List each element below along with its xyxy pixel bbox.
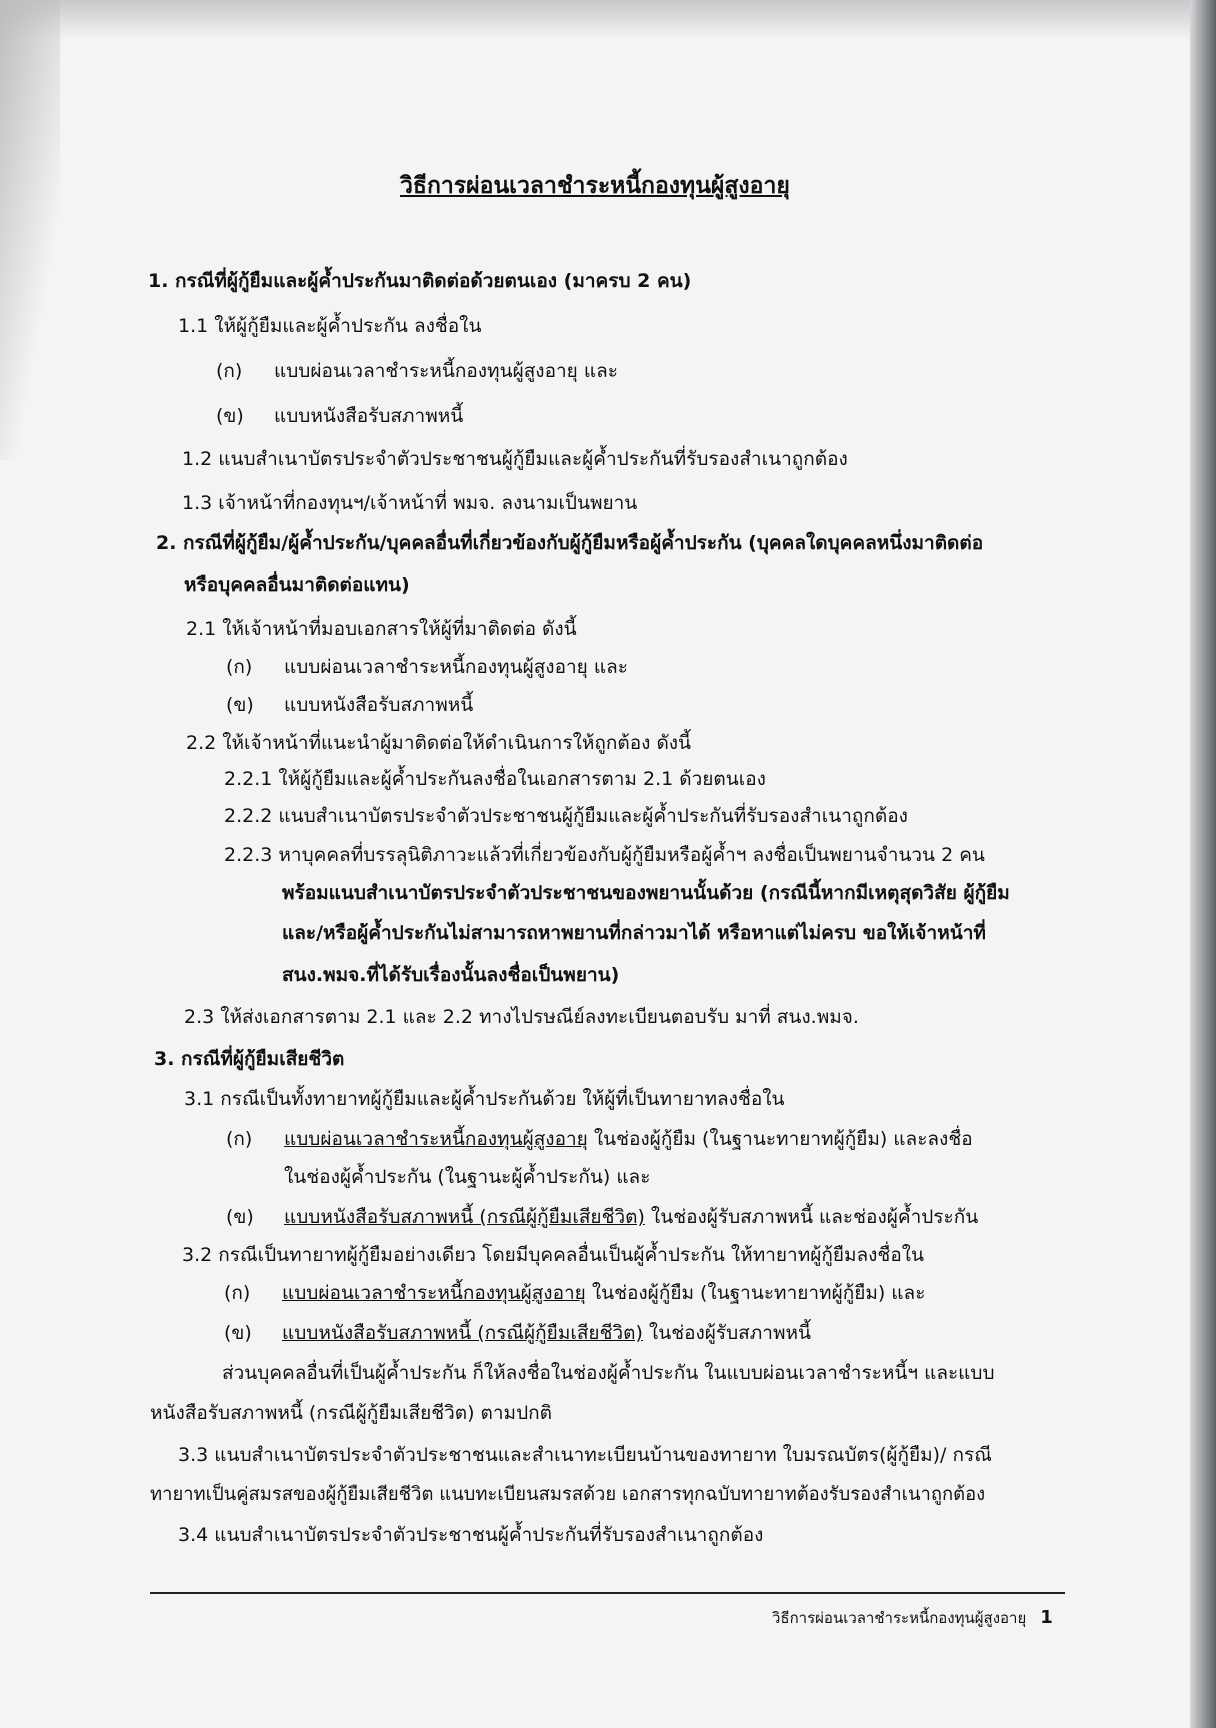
item-1-1: 1.1 ให้ผู้กู้ยืมและผู้ค้ำประกัน ลงชื่อใน (178, 315, 482, 337)
section-2-heading-cont: หรือบุคคลอื่นมาติดต่อแทน) (184, 574, 410, 596)
form-name-underlined: แบบผ่อนเวลาชำระหนี้กองทุนผู้สูงอายุ (284, 1128, 588, 1150)
page-footer (772, 1606, 1053, 1630)
item-marker: (ก) (226, 1128, 253, 1150)
item-marker: (ข) (226, 1206, 254, 1228)
item-3-4: 3.4 แนบสำเนาบัตรประจำตัวประชาชนผู้ค้ำประกันที่รับรองสำเนาถูกต้อง (178, 1524, 764, 1546)
item-3-3: 3.3 แนบสำเนาบัตรประจำตัวประชาชนและสำเนาทะเบียนบ้านของทายาท ใบมรณบัตร(ผู้กู้ยืม)/ กรณี (178, 1444, 992, 1466)
item-2-1-a (226, 654, 628, 680)
form-name-underlined: แบบผ่อนเวลาชำระหนี้กองทุนผู้สูงอายุ (282, 1282, 586, 1304)
item-2-2-3-cont-1: พร้อมแนบสำเนาบัตรประจำตัวประชาชนของพยานนั้นด้วย (กรณีนี้หากมีเหตุสุดวิสัย ผู้กู้ยืม (282, 882, 1010, 904)
item-text: ในช่องผู้รับสภาพหนี้ และช่องผู้ค้ำประกัน (644, 1206, 979, 1228)
paragraph-3-2-line-1: ส่วนบุคคลอื่นที่เป็นผู้ค้ำประกัน ก็ให้ลงชื่อในช่องผู้ค้ำประกัน ในแบบผ่อนเวลาชำระหนี้ฯ และแบบ (222, 1362, 995, 1384)
item-1-1-b (216, 403, 463, 429)
section-2-heading: 2. กรณีที่ผู้กู้ยืม/ผู้ค้ำประกัน/บุคคลอื่นที่เกี่ยวข้องกับผู้กู้ยืมหรือผู้ค้ำประกัน (บุคคลใดบุคคลหนึ่งมาติดต่อ (156, 532, 984, 554)
footer-title: วิธีการผ่อนเวลาชำระหนี้กองทุนผู้สูงอายุ (772, 1609, 1027, 1627)
item-3-1-a (226, 1126, 973, 1152)
paragraph-3-2-line-2: หนังสือรับสภาพหนี้ (กรณีผู้กู้ยืมเสียชีวิต) ตามปกติ (150, 1402, 552, 1424)
page-title: วิธีการผ่อนเวลาชำระหนี้กองทุนผู้สูงอายุ (400, 173, 790, 199)
item-marker: (ก) (226, 656, 253, 678)
footer-rule (150, 1592, 1065, 1594)
form-name-underlined: แบบหนังสือรับสภาพหนี้ (กรณีผู้กู้ยืมเสียชีวิต) (282, 1322, 643, 1344)
item-1-3: 1.3 เจ้าหน้าที่กองทุนฯ/เจ้าหน้าที่ พมจ. ลงนามเป็นพยาน (182, 492, 638, 514)
item-marker: (ก) (224, 1282, 251, 1304)
item-text: ในช่องผู้กู้ยืม (ในฐานะทายาทผู้กู้ยืม) และลงชื่อ (587, 1128, 973, 1150)
item-2-2-3-cont-2: และ/หรือผู้ค้ำประกันไม่สามารถหาพยานที่กล่าวมาได้ หรือหาแต่ไม่ครบ ขอให้เจ้าหน้าที่ (282, 922, 986, 944)
item-2-2: 2.2 ให้เจ้าหน้าที่แนะนำผู้มาติดต่อให้ดำเนินการให้ถูกต้อง ดังนี้ (186, 732, 692, 754)
item-text: แบบผ่อนเวลาชำระหนี้กองทุนผู้สูงอายุ และ (284, 656, 628, 678)
item-marker: (ก) (216, 360, 243, 382)
item-3-1-a-cont: ในช่องผู้ค้ำประกัน (ในฐานะผู้ค้ำประกัน) และ (284, 1166, 651, 1188)
section-3-heading: 3. กรณีที่ผู้กู้ยืมเสียชีวิต (154, 1048, 345, 1070)
item-3-2-a (224, 1280, 925, 1306)
item-marker: (ข) (224, 1322, 252, 1344)
item-text: แบบหนังสือรับสภาพหนี้ (274, 405, 464, 427)
form-name-underlined: แบบหนังสือรับสภาพหนี้ (กรณีผู้กู้ยืมเสียชีวิต) (284, 1206, 645, 1228)
item-text: ในช่องผู้กู้ยืม (ในฐานะทายาทผู้กู้ยืม) และ (585, 1282, 926, 1304)
item-2-2-3-cont-3: สนง.พมจ.ที่ได้รับเรื่องนั้นลงชื่อเป็นพยาน) (282, 964, 620, 986)
item-2-1-b (226, 692, 473, 718)
item-2-2-2: 2.2.2 แนบสำเนาบัตรประจำตัวประชาชนผู้กู้ยืมและผู้ค้ำประกันที่รับรองสำเนาถูกต้อง (224, 805, 908, 827)
item-text: แบบหนังสือรับสภาพหนี้ (284, 694, 474, 716)
page-number: 1 (1040, 1607, 1053, 1628)
right-edge (1190, 0, 1216, 1728)
item-marker: (ข) (226, 694, 254, 716)
item-3-2-b (224, 1320, 811, 1346)
item-1-2: 1.2 แนบสำเนาบัตรประจำตัวประชาชนผู้กู้ยืมและผู้ค้ำประกันที่รับรองสำเนาถูกต้อง (182, 448, 848, 470)
item-2-2-3: 2.2.3 หาบุคคลที่บรรลุนิติภาวะแล้วที่เกี่ยวข้องกับผู้กู้ยืมหรือผู้ค้ำฯ ลงชื่อเป็นพยานจำนวน 2 คน (224, 844, 985, 866)
item-marker: (ข) (216, 405, 244, 427)
item-1-1-a (216, 358, 618, 384)
item-3-3-cont: ทายาทเป็นคู่สมรสของผู้กู้ยืมเสียชีวิต แนบทะเบียนสมรสด้วย เอกสารทุกฉบับทายาทต้องรับรองสำเนาถูกต้อง (150, 1484, 986, 1505)
item-text: ในช่องผู้รับสภาพหนี้ (642, 1322, 812, 1344)
item-3-2: 3.2 กรณีเป็นทายาทผู้กู้ยืมอย่างเดียว โดยมีบุคคลอื่นเป็นผู้ค้ำประกัน ให้ทายาทผู้กู้ยืมลงชื่อใน (182, 1244, 925, 1266)
item-text: แบบผ่อนเวลาชำระหนี้กองทุนผู้สูงอายุ และ (274, 360, 618, 382)
item-2-2-1: 2.2.1 ให้ผู้กู้ยืมและผู้ค้ำประกันลงชื่อในเอกสารตาม 2.1 ด้วยตนเอง (224, 768, 766, 790)
item-3-1-b (226, 1204, 978, 1230)
item-2-3: 2.3 ให้ส่งเอกสารตาม 2.1 และ 2.2 ทางไปรษณีย์ลงทะเบียนตอบรับ มาที่ สนง.พมจ. (184, 1006, 859, 1028)
section-1-heading: 1. กรณีที่ผู้กู้ยืมและผู้ค้ำประกันมาติดต่อด้วยตนเอง (มาครบ 2 คน) (148, 270, 692, 292)
item-3-1: 3.1 กรณีเป็นทั้งทายาทผู้กู้ยืมและผู้ค้ำประกันด้วย ให้ผู้ที่เป็นทายาทลงชื่อใน (184, 1088, 785, 1110)
item-2-1: 2.1 ให้เจ้าหน้าที่มอบเอกสารให้ผู้ที่มาติดต่อ ดังนี้ (186, 618, 577, 640)
